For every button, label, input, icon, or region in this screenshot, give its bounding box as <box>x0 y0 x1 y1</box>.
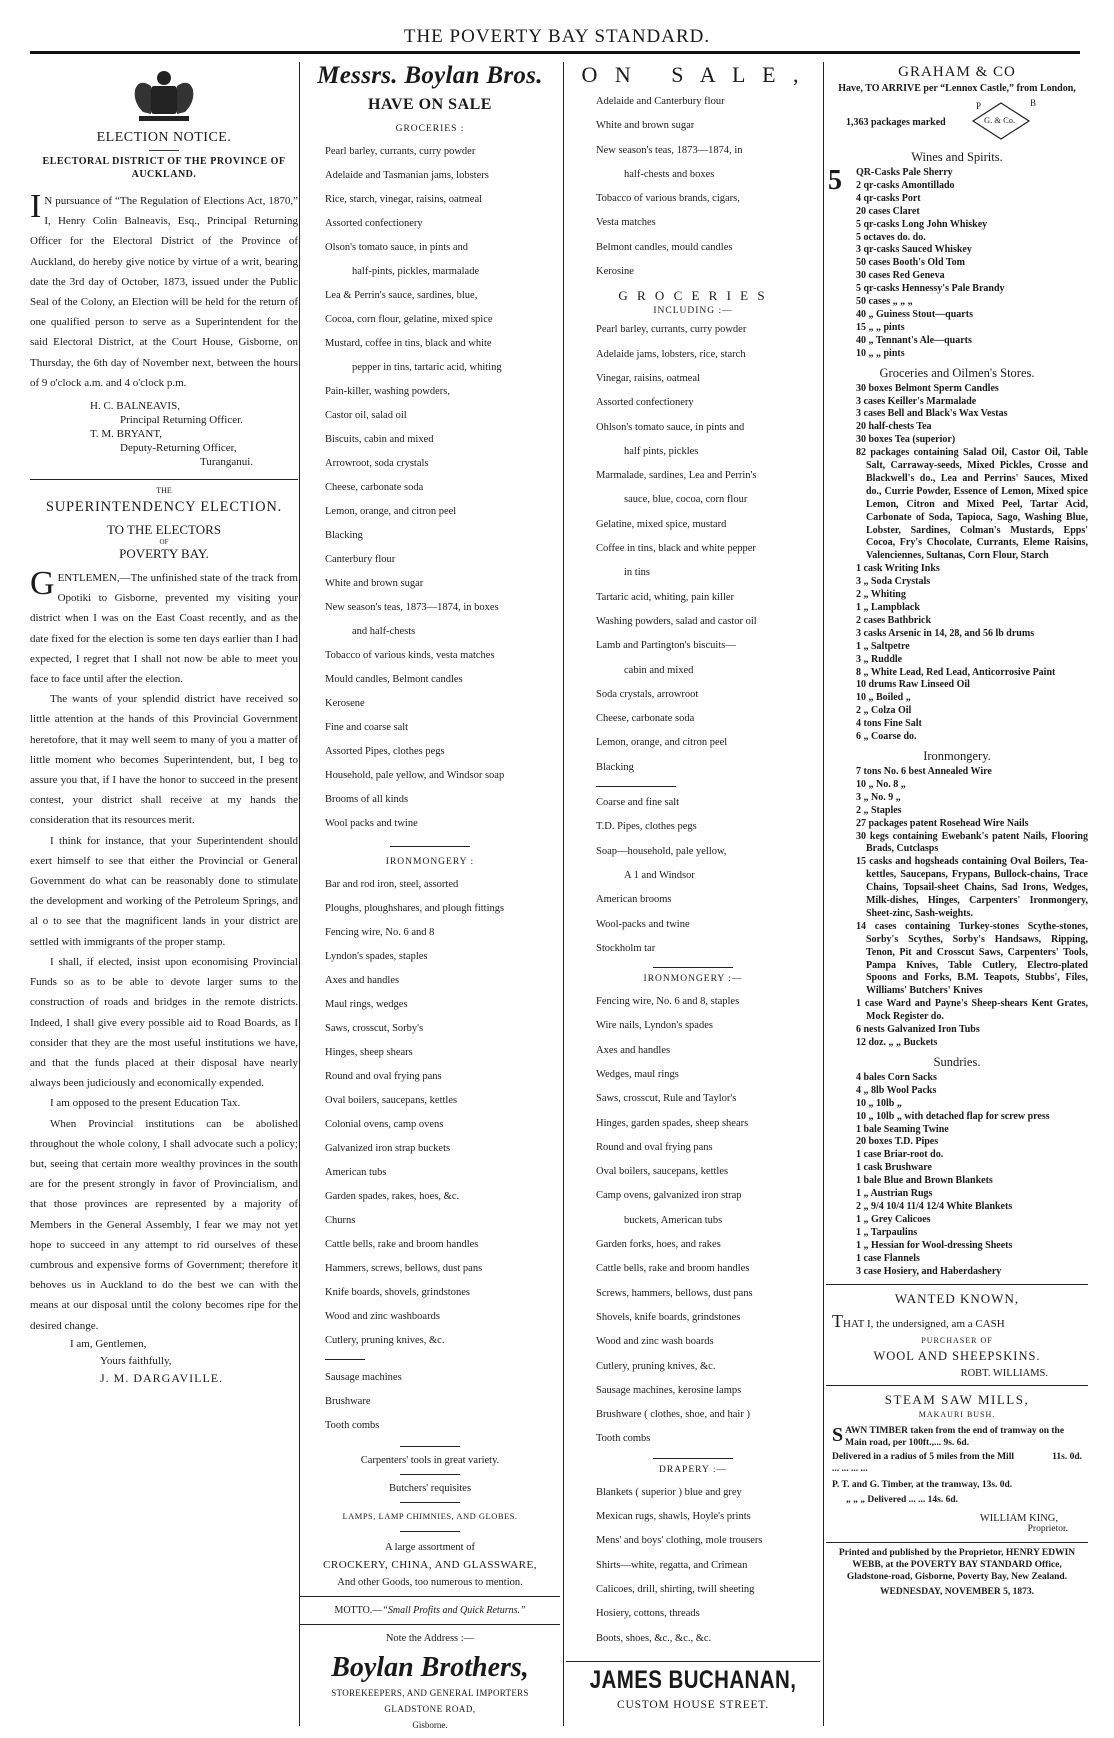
list-item: 27 packages patent Rosehead Wire Nails <box>856 817 1029 829</box>
list-item: 4 qr-casks Port <box>856 192 921 204</box>
list-item: White and brown sugar <box>596 120 695 132</box>
list-item: Rice, starch, vinegar, raisins, oatmeal <box>325 194 483 205</box>
list-item: pepper in tins, tartaric acid, whiting <box>352 362 502 373</box>
list-item: 10 „ Boiled „ <box>856 692 911 704</box>
letter-body: GENTLEMEN,—The unfinished state of the track from Opotiki to Gisborne, prevented my visiting your district when I was on the East Coast recently, and as the date fixed for the election is some ten days earlier than I had expected, I regret that I shall not now be able to meet you face to face until after the election. The wants of your splendid district have received so little attention at the hands of this Provincial Government heretofore, that it may well seem to many of you a matter of little moment who becomes Superintendent, but, I beg to assure you that, if I have the honor to succeed in the present contest, your district shall receive at my hands the consideration that its resources merit. I think for instance, that your Superintendent should exert himself to see that either the Provincial or General Government do what can be reasonably done to stimulate the development and working of the Petroleum Springs, and al o to see that the magnificent lands in your district are settled with immigrants of the proper stamp. I shall, if elected, insist upon economising Provincial Funds so as to be able to devote larger sums to the construction of roads and bridges in the remote districts. Indeed, I shall give every possible aid to Road Boards, as I consider that they are the most useful institutions we have, and that the funds placed at their disposal have nearly always been judiciously and economically expended. I am opposed to the present Education Tax. When Provincial institutions can be abolished throughout the whole colony, I shall advocate such a policy; but, seeing that certain more wealthy provinces in the south are for the present strongly in favor of Provincialism, and that those provinces are represented by a majority of Members in the General Assembly, I fear we may not yet hope to succeed in any attempt to rid ourselves of these cumbrous and expensive forms of Government; therefore it behoves us in Auckland to do the best we can with the means at our disposal until the colony becomes ripe for the desired change. <box>30 565 298 1332</box>
divider <box>596 786 676 787</box>
list-item: 30 boxes Tea (superior) <box>856 434 956 446</box>
list-item: and half-chests <box>352 626 416 637</box>
divider <box>826 1385 1088 1386</box>
column-boylan <box>300 62 560 1730</box>
list-item: Axes and handles <box>325 975 400 986</box>
list-item: Vesta matches <box>596 217 656 229</box>
list-item: 10 „ No. 8 „ <box>856 778 906 790</box>
list-item: 3 cases Keiller's Marmalade <box>856 395 977 407</box>
large-assortment: A large assortment of <box>385 1542 475 1553</box>
list-item: 10 „ „ pints <box>856 347 905 359</box>
list-item: T.D. Pipes, clothes pegs <box>596 821 697 833</box>
list-item: Cutlery, pruning knives, &c. <box>325 1335 445 1346</box>
sundries-list <box>826 1072 1088 1279</box>
list-item: Castor oil, salad oil <box>325 410 407 421</box>
list-item: 5 qr-casks Hennessy's Pale Brandy <box>856 283 1005 295</box>
list-item: Fencing wire, No. 6 and 8 <box>325 927 435 938</box>
list-item: Household, pale yellow, and Windsor soap <box>325 770 505 781</box>
list-item: 1 case Briar-root do. <box>856 1149 944 1161</box>
divider <box>566 1661 820 1662</box>
list-item: Sausage machines, kerosine lamps <box>596 1384 742 1396</box>
list-item: 2 „ Staples <box>856 804 902 816</box>
list-item: Lemon, orange, and citron peel <box>325 506 457 517</box>
list-item: Soda crystals, arrowroot <box>596 688 699 700</box>
wines-heading: Wines and Spirits. <box>911 150 1003 164</box>
list-item: buckets, American tubs <box>624 1214 723 1226</box>
divider <box>400 1531 460 1532</box>
list-item: Tooth combs <box>325 1420 380 1431</box>
list-item: Blacking <box>325 530 363 541</box>
list-item: 1 bale Blue and Brown Blankets <box>856 1175 993 1187</box>
list-item: half pints, pickles <box>624 445 699 457</box>
list-item: 1 „ Lampblack <box>856 602 920 613</box>
election-notice-title: ELECTION NOTICE. <box>96 130 232 145</box>
sale-list <box>566 90 820 284</box>
list-item: 1 „ Saltpetre <box>856 640 910 652</box>
boylan-brothers: Boylan Brothers, <box>331 1652 529 1683</box>
list-item: Tobacco of various brands, cigars, <box>596 193 740 205</box>
list-item: Lyndon's spades, staples <box>325 951 428 962</box>
list-item: Saws, crosscut, Rule and Taylor's <box>596 1093 737 1105</box>
list-item: Pain-killer, washing powders, <box>325 386 450 397</box>
other-goods: And other Goods, too numerous to mention. <box>337 1577 523 1588</box>
list-item: Soap—household, pale yellow, <box>596 845 727 857</box>
list-item: 10 „ 10lb „ <box>856 1097 902 1109</box>
list-item: 6 nests Galvanized Iron Tubs <box>856 1024 980 1036</box>
list-item: Brushware ( clothes, shoe, and hair ) <box>596 1409 750 1421</box>
column-rule-3 <box>823 62 824 1726</box>
list-item: Hinges, garden spades, sheep shears <box>596 1117 749 1129</box>
list-item: Coarse and fine salt <box>596 797 680 809</box>
list-item: 14 cases containing Turkey-stones Scythe-stones, Sorby's Scythes, Sorby's Handsaws, Ripping, Tenon, Pit and Crosscut Saws, Carpenters' Tools, Pampa Knives, Table Cutlery, Electro-plated Spoons and Forks, B.M. Teapots, Stubbs', Files, Williams' Butchers' Knives <box>856 920 1088 997</box>
list-item: Canterbury flour <box>325 554 396 565</box>
list-item: Cheese, carbonate soda <box>596 713 695 725</box>
list-item: 2 „ Colza Oil <box>856 705 912 717</box>
list-item: Sausage machines <box>325 1372 402 1383</box>
list-item: Round and oval frying pans <box>325 1071 442 1082</box>
list-item: QR-Casks Pale Sherry <box>856 167 953 178</box>
list-item: Ploughs, ploughshares, and plough fittings <box>325 903 505 914</box>
royal-crest-icon <box>129 68 199 126</box>
dropcap: G <box>30 565 55 603</box>
list-item: Kerosene <box>325 698 365 709</box>
ironmongery-list <box>826 766 1088 1050</box>
have-on-sale: HAVE ON SALE <box>368 96 492 113</box>
list-item: Cattle bells, rake and broom handles <box>325 1239 479 1250</box>
list-item: Bar and rod iron, steel, assorted <box>325 879 459 890</box>
list-item: 3 casks Arsenic in 14, 28, and 56 lb drums <box>856 627 1035 639</box>
list-item: 8 „ White Lead, Red Lead, Anticorrosive Paint <box>856 666 1056 678</box>
list-item: 10 drums Raw Linseed Oil <box>856 679 970 691</box>
list-item: Hosiery, cottons, threads <box>596 1608 700 1620</box>
list-item: Hinges, sheep shears <box>325 1047 413 1058</box>
list-item: Boots, shoes, &c., &c., &c. <box>596 1632 712 1644</box>
list-item: 3 qr-casks Sauced Whiskey <box>856 244 972 256</box>
list-item: Olson's tomato sauce, in pints and <box>325 242 469 253</box>
list-item: Screws, hammers, bellows, dust pans <box>596 1287 753 1299</box>
list-item: 40 „ Guiness Stout—quarts <box>856 308 973 320</box>
list-item: Lea & Perrin's sauce, sardines, blue, <box>325 290 478 301</box>
list-item: Oval boilers, saucepans, kettles <box>325 1095 458 1106</box>
list-item: Cheese, carbonate soda <box>325 482 424 493</box>
list-item: 50 cases „ „ „ <box>856 296 913 308</box>
steam-saw-mills: STEAM SAW MILLS, <box>884 1392 1030 1408</box>
pt-delivered: „ „ „ Delivered ... ... 14s. 6d. <box>846 1495 958 1506</box>
list-item: 1 cask Brushware <box>856 1162 932 1174</box>
list-item: Lemon, orange, and citron peel <box>596 737 728 749</box>
shipping-mark: 1,363 packages marked G. & Co. P B <box>826 99 1088 145</box>
list-item: Wood and zinc wash boards <box>596 1336 714 1348</box>
list-item: American tubs <box>325 1167 387 1178</box>
robt-williams: ROBT. WILLIAMS. <box>960 1368 1048 1380</box>
list-item: Churns <box>325 1215 356 1226</box>
list-item: 5 qr-casks Long John Whiskey <box>856 218 988 230</box>
list-item: Wire nails, Lyndon's spades <box>596 1020 713 1032</box>
list-item: Mustard, coffee in tins, black and white <box>325 338 492 349</box>
groceries-heading: GROCERIES : <box>395 124 465 134</box>
carpenters-tools: Carpenters' tools in great variety. <box>360 1455 500 1466</box>
divider <box>400 1446 460 1447</box>
list-item: Tobacco of various kinds, vesta matches <box>325 650 495 661</box>
list-item: 1 „ Tarpaulins <box>856 1226 918 1238</box>
divider <box>653 967 733 968</box>
list-item: American brooms <box>596 894 672 906</box>
list-item: Wool-packs and twine <box>596 918 690 930</box>
list-item: 6 „ Coarse do. <box>856 731 917 743</box>
list-item: Adelaide and Tasmanian jams, lobsters <box>325 170 489 181</box>
poverty-bay: POVERTY BAY. <box>119 546 209 562</box>
list-item: 1 „ Grey Calicoes <box>856 1213 931 1225</box>
wines-block <box>826 167 1088 361</box>
list-item: Stockholm tar <box>596 942 656 954</box>
crockery-line: CROCKERY, CHINA, AND GLASSWARE, <box>323 1559 537 1571</box>
to-electors: TO THE ELECTORS <box>106 522 222 538</box>
list-item: Round and oval frying pans <box>596 1141 713 1153</box>
list-item: 1 cask Writing Inks <box>856 563 940 575</box>
list-item: Assorted Pipes, clothes pegs <box>325 746 445 757</box>
list-item: 1 case Flannels <box>856 1252 920 1264</box>
list-item: Hammers, screws, bellows, dust pans <box>325 1263 483 1274</box>
column-election <box>30 62 298 1387</box>
gisborne: Gisborne. <box>412 1720 448 1730</box>
list-item: 3 „ No. 9 „ <box>856 791 901 803</box>
storekeepers-line: STOREKEEPERS, AND GENERAL IMPORTERS <box>331 1688 529 1698</box>
groceries-list <box>826 383 1088 744</box>
list-item: 1 „ Austrian Rugs <box>856 1188 933 1200</box>
list-item: Mens' and boys' clothing, mole trousers <box>596 1535 763 1547</box>
list-item: Tooth combs <box>596 1433 651 1445</box>
list-item: Mexican rugs, shawls, Hoyle's prints <box>596 1511 751 1523</box>
list-item: half-chests and boxes <box>624 168 715 180</box>
list-item: 1 bale Seaming Twine <box>856 1123 949 1135</box>
list-item: 20 boxes T.D. Pipes <box>856 1136 939 1148</box>
that-line: THAT I, the undersigned, am a CASH <box>832 1311 1005 1332</box>
list-item: New season's teas, 1873—1874, in <box>596 144 743 156</box>
list-item: 3 „ Ruddle <box>856 653 903 665</box>
list-item: 5 octaves do. do. <box>856 231 926 243</box>
divider <box>400 1474 460 1475</box>
list-item: Washing powders, salad and castor oil <box>596 615 757 627</box>
list-item: Fine and coarse salt <box>325 722 409 733</box>
notice-body: I N pursuance of “The Regulation of Elections Act, 1870,” I, Henry Colin Balneavis, Esq., Principal Returning Officer for the Electoral District of the Province of Auckland, do hereby give notice by virtue of a writ, bearing date the 3rd day of October, 1873, issued under the Public Seal of the Colony, an Election will be held for the return of one qualified person to serve as a Superintendent for the said Electoral District, at the Court House, Gisborne, on Thursday, the 6th day of November next, between the hours of 9 o'clock a.m. and 4 o'clock p.m. <box>30 188 298 389</box>
list-item: Brooms of all kinds <box>325 794 409 805</box>
on-sale-title: O N S A L E , <box>581 62 805 87</box>
five-numeral: 5 <box>828 165 842 196</box>
sundries-heading: Sundries. <box>933 1054 981 1069</box>
list-item: 82 packages containing Salad Oil, Castor Oil, Table Salt, Carraway-seeds, Mixed Pickles, Crosse and Blackwell's do., Lea and Perrins' Sauces, Mixed do., Currie Powder, Essence of Lemon, Mixed spice Lemon, Citron and Mixed Peel, Tartar Acid, Carbonate of Soda, Tapioca, Sago, Washing Blue, Lobster, Sardines, Colman's Mustards, Epps' Cocoa, Fry's Chocolate, Currants, Eleme Raisins, Valenciennes, Sultanas, Corn Flour, Starch <box>856 447 1088 562</box>
list-item: 30 cases Red Geneva <box>856 270 945 282</box>
list-item: 30 boxes Belmont Sperm Candles <box>856 382 999 394</box>
list-item: sauce, blue, cocoa, corn flour <box>624 494 748 506</box>
list-item: 2 qr-casks Amontillado <box>856 179 955 191</box>
delivered-row: Delivered in a radius of 5 miles from the Mill ... ... ... ... 11s. 0d. <box>832 1452 1082 1475</box>
list-item: 3 „ Soda Crystals <box>856 576 931 588</box>
ironmongery-heading: IRONMONGERY : <box>385 857 475 867</box>
list-item: Fencing wire, No. 6 and 8, staples <box>596 996 740 1008</box>
list-item: Cattle bells, rake and broom handles <box>596 1263 750 1275</box>
list-item: Colonial ovens, camp ovens <box>325 1119 444 1130</box>
the-label: THE <box>156 486 172 496</box>
list-item: 1 „ Hessian for Wool-dressing Sheets <box>856 1239 1013 1251</box>
list-item: Camp ovens, galvanized iron strap <box>596 1190 742 1202</box>
buchanan-name: JAMES BUCHANAN, <box>589 1665 797 1694</box>
list-item: Galvanized iron strap buckets <box>325 1143 451 1154</box>
william-king: WILLIAM KING, <box>979 1513 1058 1525</box>
divider <box>653 1458 733 1459</box>
list-item: 7 tons No. 6 best Annealed Wire <box>856 765 992 777</box>
list-item: 3 cases Bell and Black's Wax Vestas <box>856 408 1008 420</box>
divider <box>390 846 470 847</box>
list-item: 50 cases Booth's Old Tom <box>856 257 965 269</box>
list-item: Maul rings, wedges <box>325 999 408 1010</box>
column-rule-2 <box>563 62 564 1726</box>
list-item: 4 „ 8lb Wool Packs <box>856 1084 937 1096</box>
imprint: Printed and published by the Proprietor, HENRY EDWIN WEBB, at the POVERTY BAY STANDARD Office, Gladstone-road, Gisborne, Poverty Bay, New Zealand. <box>838 1548 1076 1583</box>
list-item: Brushware <box>325 1396 371 1407</box>
divider <box>826 1284 1088 1285</box>
groceries-heading: Groceries and Oilmen's Stores. <box>879 365 1035 380</box>
list-item: 12 doz. „ „ Buckets <box>856 1037 938 1048</box>
wanted-known: WANTED KNOWN, <box>894 1291 1020 1307</box>
divider <box>300 1624 560 1625</box>
drapery-heading: DRAPERY :— <box>659 1464 727 1475</box>
list-item: 4 bales Corn Sacks <box>856 1071 937 1083</box>
list-item: Mould candles, Belmont candles <box>325 674 463 685</box>
divider <box>325 1359 365 1360</box>
custom-house-street: CUSTOM HOUSE STREET. <box>617 1698 769 1711</box>
list-item: Biscuits, cabin and mixed <box>325 434 434 445</box>
list-item: Blacking <box>596 761 634 773</box>
list-item: 4 tons Fine Salt <box>856 718 922 730</box>
list-item: Marmalade, sardines, Lea and Perrin's <box>596 470 757 482</box>
wool-sheepskins: WOOL AND SHEEPSKINS. <box>873 1349 1041 1364</box>
list-item: Tartaric acid, whiting, pain killer <box>596 591 735 603</box>
graham-title: GRAHAM & CO <box>898 64 1016 80</box>
list-item: Blankets ( superior ) blue and grey <box>596 1486 742 1498</box>
note-address: Note the Address :— <box>385 1633 475 1644</box>
groceries-heading: G R O C E R I E S <box>618 288 768 304</box>
drapery-list <box>566 1481 820 1651</box>
including-label: INCLUDING :— <box>653 306 733 317</box>
ironmongery-list <box>300 873 560 1353</box>
list-item: Ohlson's tomato sauce, in pints and <box>596 421 745 433</box>
misc-list <box>300 1366 560 1438</box>
boylan-title: Messrs. Boylan Bros. <box>317 62 543 89</box>
groceries-list <box>300 140 560 836</box>
of-label: OF <box>159 538 169 547</box>
divider <box>30 479 298 480</box>
masthead: THE POVERTY BAY STANDARD. <box>403 26 711 47</box>
divider <box>300 1596 560 1597</box>
list-item: half-pints, pickles, marmalade <box>352 266 480 277</box>
list-item: 10 „ 10lb „ with detached flap for screw press <box>856 1110 1050 1122</box>
list-item: cabin and mixed <box>624 664 694 676</box>
list-item: 2 cases Bathbrick <box>856 614 931 626</box>
dropcap: I <box>30 188 42 225</box>
list-item: Coffee in tins, black and white pepper <box>596 543 756 555</box>
groceries-list <box>566 318 820 780</box>
divider <box>149 150 179 151</box>
lamps-line: LAMPS, LAMP CHIMNIES, AND GLOBES. <box>342 1511 518 1521</box>
list-item: 2 „ Whiting <box>856 589 906 601</box>
motto-line: MOTTO.—“Small Profits and Quick Returns.” <box>334 1605 526 1616</box>
ironmongery-list <box>566 990 820 1452</box>
list-item: Adelaide and Canterbury flour <box>596 96 725 107</box>
list-item: Garden forks, hoes, and rakes <box>596 1239 721 1251</box>
list-item: Wood and zinc washboards <box>325 1311 440 1322</box>
list-item: 3 case Hosiery, and Haberdashery <box>856 1265 1002 1277</box>
makauri-bush: MAKAURI BUSH. <box>918 1410 996 1420</box>
list-item: Pearl barley, currants, curry powder <box>325 146 476 157</box>
ironmongery-heading: IRONMONGERY :— <box>643 974 743 985</box>
list-item: Calicoes, drill, shirting, twill sheeting <box>596 1583 755 1595</box>
list-item: Wool packs and twine <box>325 818 418 829</box>
district-heading: ELECTORAL DISTRICT OF THE PROVINCE OF AUCKLAND. <box>42 156 286 180</box>
divider <box>400 1502 460 1503</box>
list-item: Belmont candles, mould candles <box>596 241 733 253</box>
list-item: 2 „ 9/4 10/4 11/4 12/4 White Blankets <box>856 1200 1013 1212</box>
to-arrive: Have, TO ARRIVE per “Lennox Castle,” from London, <box>838 83 1076 94</box>
list-item: Wedges, maul rings <box>596 1068 679 1080</box>
pt-timber: P. T. and G. Timber, at the tramway, 13s. 0d. <box>832 1480 1013 1491</box>
list-item: Kerosine <box>596 266 634 278</box>
list-item: Shovels, knife boards, grindstones <box>596 1311 741 1323</box>
column-buchanan <box>566 62 820 1711</box>
list-item: Assorted confectionery <box>596 397 694 409</box>
divider <box>826 1542 1088 1543</box>
list-item: Cutlery, pruning knives, &c. <box>596 1360 716 1372</box>
list-item: A 1 and Windsor <box>624 869 695 881</box>
list-item: Cocoa, corn flour, gelatine, mixed spice <box>325 314 493 325</box>
proprietor: Proprietor. <box>1027 1524 1068 1535</box>
list-item: Shirts—white, regatta, and Crimean <box>596 1559 748 1571</box>
masthead-rule <box>30 51 1080 54</box>
list-item: Knife boards, shovels, grindstones <box>325 1287 470 1298</box>
superintendency-title: SUPERINTENDENCY ELECTION. <box>45 499 283 516</box>
list-item: 20 half-chests Tea <box>856 421 932 433</box>
signature-1: H. C. BALNEAVIS, Principal Returning Officer. T. M. BRYANT, Deputy-Returning Officer, Turanganui. <box>90 400 254 469</box>
list-item: 40 „ Tennant's Ale—quarts <box>856 334 972 346</box>
list-item: Vinegar, raisins, oatmeal <box>596 372 700 384</box>
list-item: Assorted confectionery <box>325 218 423 229</box>
column-graham <box>826 62 1088 1597</box>
list-item: 30 kegs containing Ewebank's patent Nails, Flooring Brads, Cutclasps <box>856 830 1088 855</box>
list-item: White and brown sugar <box>325 578 424 589</box>
list-item: 1 case Ward and Payne's Sheep-shears Kent Grates, Mock Register do. <box>856 998 1088 1023</box>
list-item: Oval boilers, saucepans, kettles <box>596 1166 729 1178</box>
list-item: New season's teas, 1873—1874, in boxes <box>325 602 499 613</box>
list-item: Garden spades, rakes, hoes, &c. <box>325 1191 460 1202</box>
list-item: 15 „ „ pints <box>856 321 905 333</box>
list-item: Axes and handles <box>596 1044 671 1056</box>
misc-list <box>566 791 820 961</box>
gladstone-road: GLADSTONE ROAD, <box>384 1704 476 1714</box>
ironmongery-heading: Ironmongery. <box>923 748 991 763</box>
purchaser-of: PURCHASER OF <box>921 1336 993 1346</box>
issue-date: WEDNESDAY, NOVEMBER 5, 1873. <box>880 1587 1034 1598</box>
list-item: in tins <box>624 567 650 579</box>
list-item: Saws, crosscut, Sorby's <box>325 1023 424 1034</box>
list-item: Adelaide jams, lobsters, rice, starch <box>596 348 746 360</box>
letter-closing: I am, Gentlemen, Yours faithfully, J. M. DARGAVILLE. <box>70 1337 224 1385</box>
butchers-requisites: Butchers' requisites <box>388 1483 472 1494</box>
list-item: Gelatine, mixed spice, mustard <box>596 518 727 530</box>
list-item: 15 casks and hogsheads containing Oval Boilers, Tea-kettles, Saucepans, Frypans, Bullock-chains, Trace Chains, Topsail-sheet Chains, Sad Irons, Wedges, Milk-dishes, Hinges, Carpenters' Ironmongery, Sheet-zinc, Sash-weights. <box>856 856 1088 919</box>
list-item: 20 cases Claret <box>856 205 920 217</box>
list-item: Arrowroot, soda crystals <box>325 458 429 469</box>
list-item: Lamb and Partington's biscuits— <box>596 640 736 652</box>
sawn-timber: SAWN TIMBER taken from the end of tramway on the Main road, per 100ft.,... 9s. 6d. <box>832 1424 1065 1449</box>
list-item: Pearl barley, currants, curry powder <box>596 324 747 336</box>
